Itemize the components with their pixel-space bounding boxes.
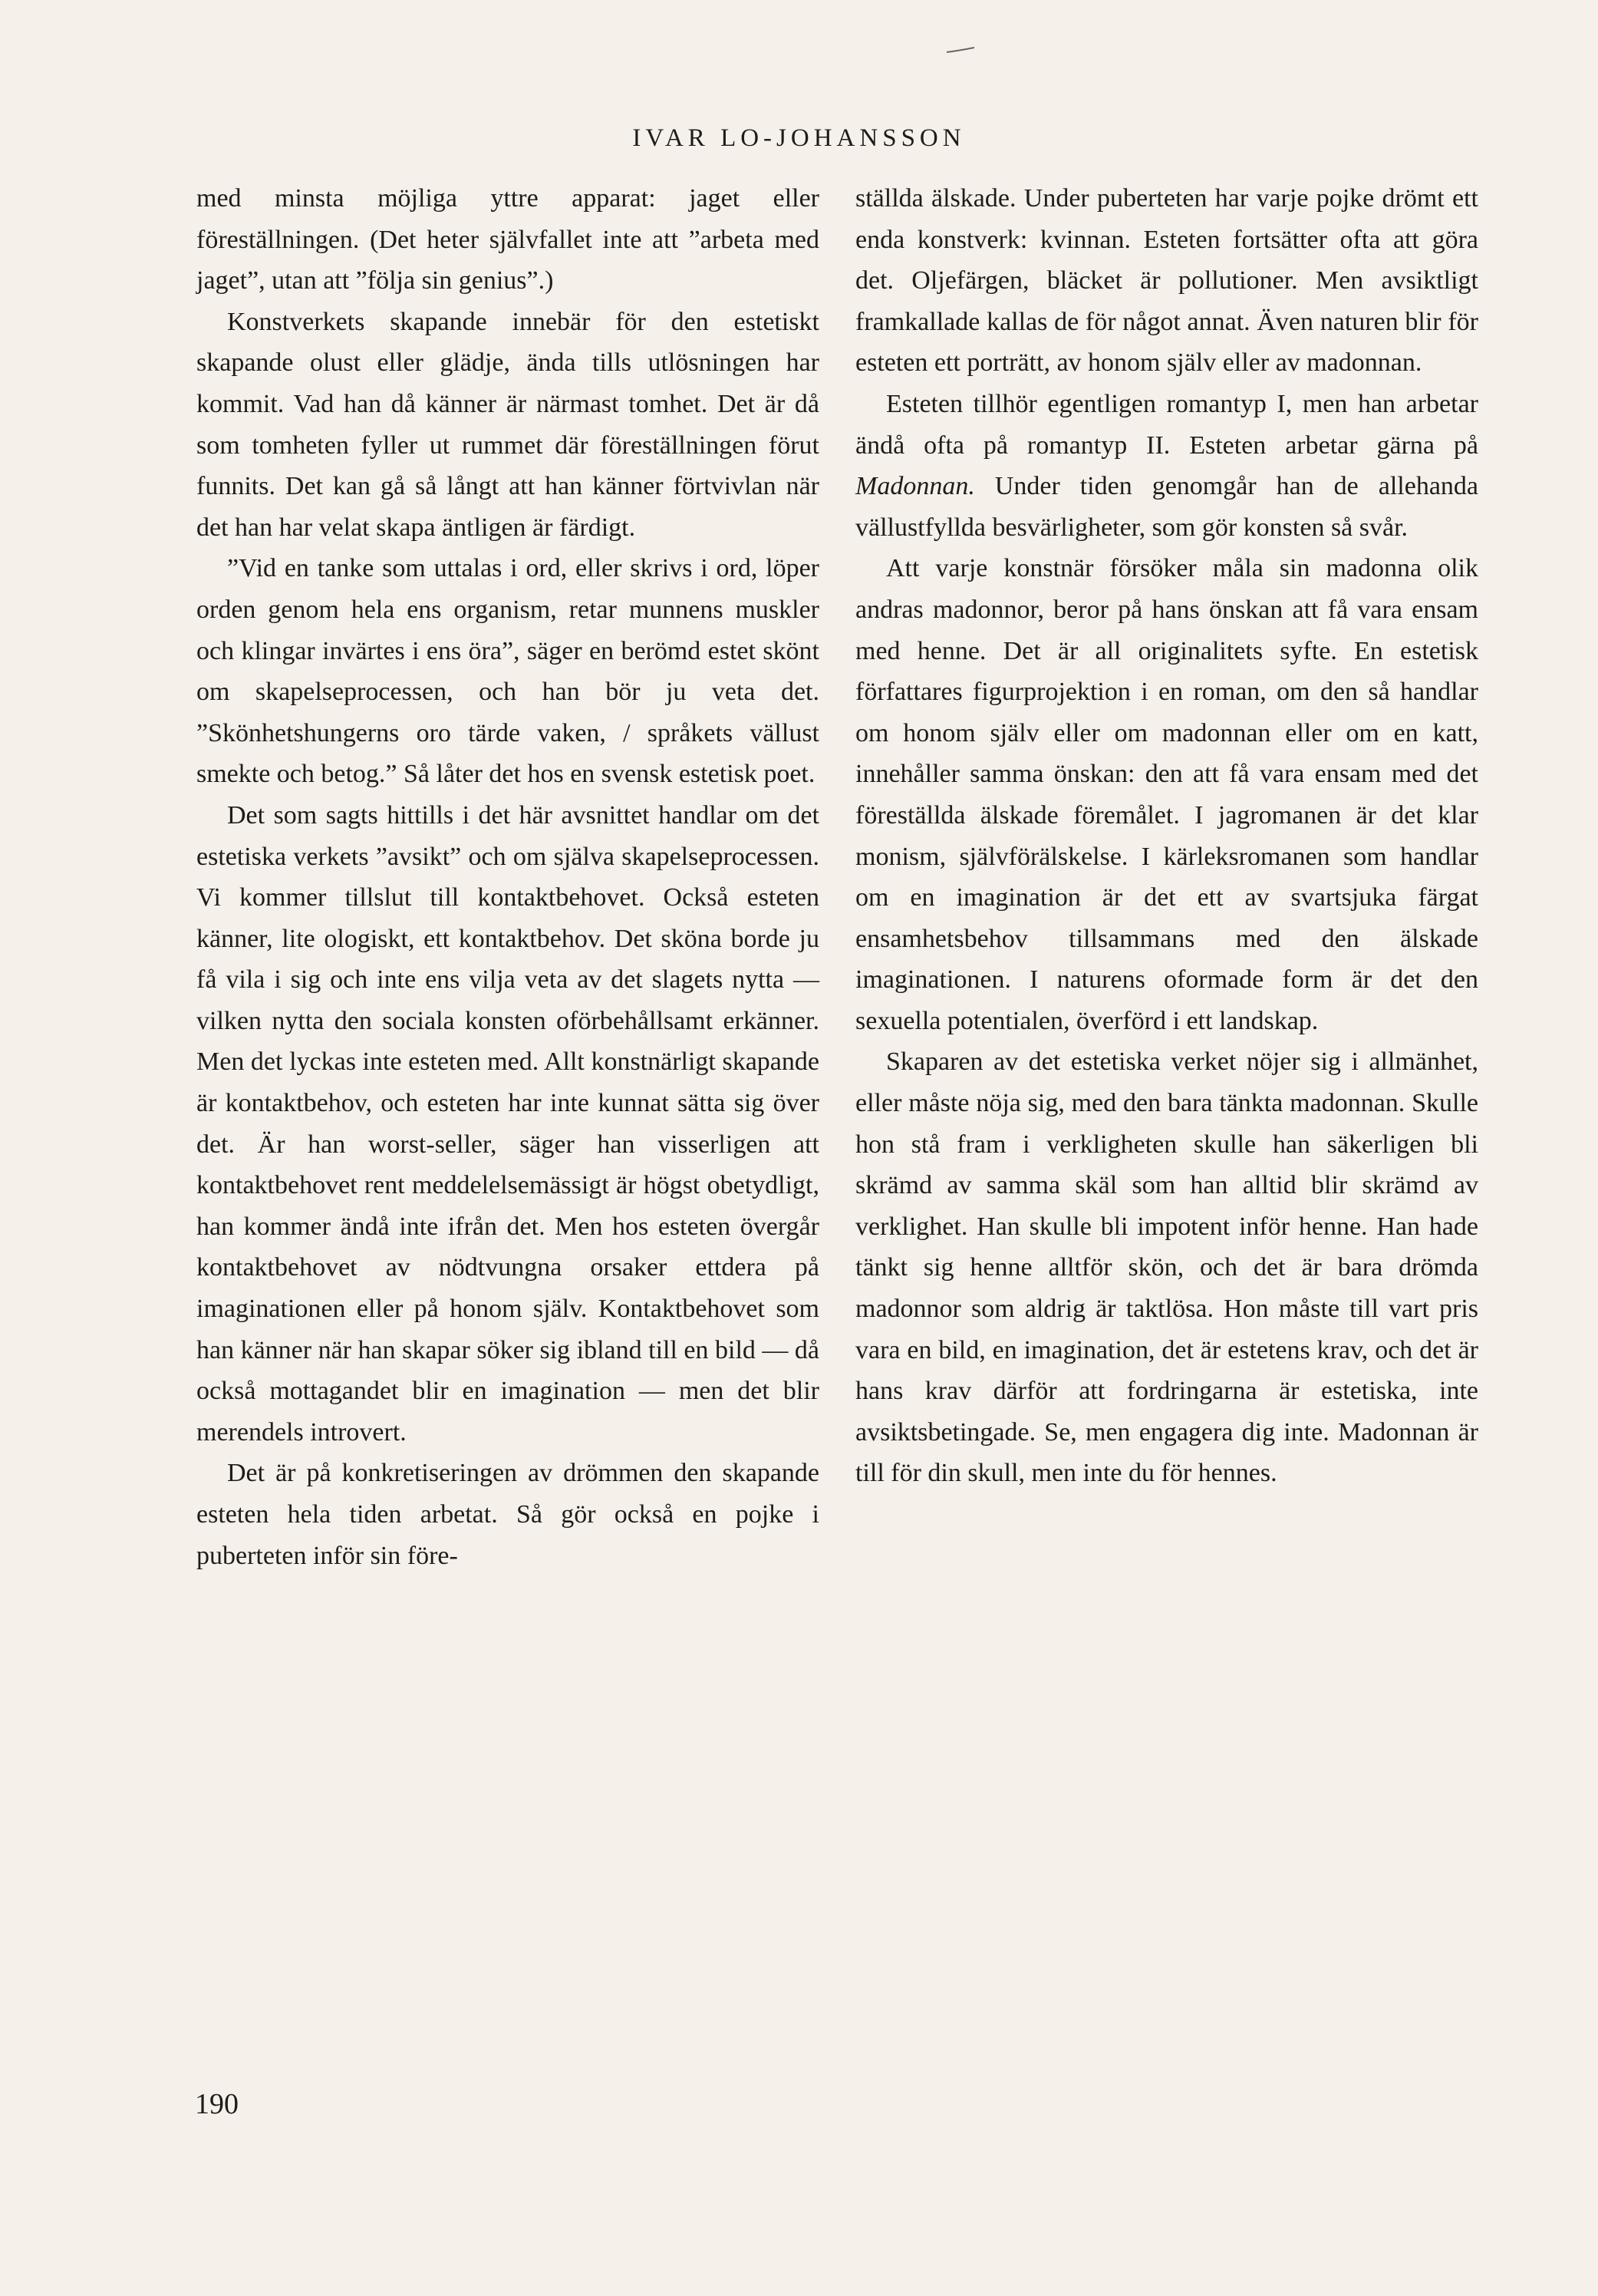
running-head: IVAR LO-JOHANSSON [632,124,966,152]
paragraph: Konstverkets skapande innebär för den estetiskt skapande olust eller glädje, ända tills utlösningen har kommit. Vad han då känner är närmast tomhet. Det är då som tomheten fyller ut rummet där föreställningen förut funnits. Det kan gå så långt att han känner förtvivlan när det han har velat skapa äntligen är färdigt. [196,307,819,542]
right-column [855,178,1478,1494]
paragraph: Det är på konkretiseringen av drömmen den skapande esteten hela tiden arbetat. Så gör också en pojke i puberteten inför sin före- [196,1459,819,1570]
text-run: Under tiden genomgår han de allehanda vällustfyllda besvärligheter, som gör konsten så svår. [855,472,1478,542]
italic-title: Madonnan. [855,472,975,501]
paragraph [855,1041,1478,1494]
paragraph [855,384,1478,548]
paragraph [855,178,1478,384]
left-column [196,178,819,1576]
text-run: Skaparen av det estetiska verket nöjer sig i allmänhet, eller måste nöja sig, med den bara tänkta madonnan. Skulle hon stå fram i verkligheten skulle han säkerligen bli skrämd av samma skäl som han alltid blir skrämd av verklighet. Han skulle bli impotent inför henne. Han hade tänkt sig henne alltför skön, och det är bara drömda madonnor som aldrig är taktlösa. Hon måste till vart pris vara en bild, en imagination, det är estetens krav, och det är hans krav därför att fordringarna är estetiska, inte avsiktsbetingade. Se, men engagera dig inte. Madonnan är till för din skull, men inte du för hennes. [855,1047,1478,1488]
text-run: Esteten tillhör egentligen romantyp I, men han arbetar ändå ofta på romantyp II. Esteten arbetar gärna på [855,389,1478,460]
ink-mark [945,46,976,54]
paragraph: ”Vid en tanke som uttalas i ord, eller skrivs i ord, löper orden genom hela ens organism, retar munnens muskler och klingar invärtes i ens öra”, säger en berömd estet skönt om skapelseprocessen, och han bör ju veta det. ”Skönhetshungerns oro tärde vaken, / språkets vällust smekte och betog.” Så låter det hos en svensk estetisk poet. [196,554,819,789]
text-run: Att varje konstnär försöker måla sin madonna olik andras madonnor, beror på hans önskan att få vara ensam med henne. Det är all originalitets syfte. En estetisk författares figurprojektion i en roman, om den så handlar om honom själv eller om madonnan eller om en katt, innehåller samma önskan: den att få vara ensam med det föreställda älskade föremålet. I jagromanen är det klar monism, självförälskelse. I kärleksromanen som handlar om en imagination är det ett av svartsjuka färgat ensamhetsbehov tillsammans med den älskade imaginationen. I naturens oformade form är det den sexuella potentialen, överförd i ett landskap. [855,554,1478,1035]
paragraph: med minsta möjliga yttre apparat: jaget eller föreställningen. (Det heter självfallet inte att ”arbeta med jaget”, utan att ”följa sin genius”.) [196,184,819,295]
text-run: ställda älskade. Under puberteten har varje pojke drömt ett enda konstverk: kvinnan. Esteten fortsätter ofta att göra det. Oljefärgen, bläcket är pollutioner. Men avsiktligt framkallade kallas de för något annat. Även naturen blir för esteten ett porträtt, av honom själv eller av madonnan. [855,184,1478,378]
paragraph: Det som sagts hittills i det här avsnittet handlar om det estetiska verkets ”avsikt” och om själva skapelseprocessen. Vi kommer tillslut till kontaktbehovet. Också esteten känner, lite ologiskt, ett kontaktbehov. Det sköna borde ju få vila i sig och inte ens vilja veta av det slagets nytta — vilken nytta den sociala konsten oförbehållsamt erkänner. Men det lyckas inte esteten med. Allt konstnärligt skapande är kontaktbehov, och esteten har inte kunnat sätta sig över det. Är han worst-seller, säger han visserligen att kontaktbehovet rent meddelelsemässigt är högst obetydligt, han kommer ändå inte ifrån det. Men hos esteten övergår kontaktbehovet av nödtvungna orsaker ettdera på imaginationen eller på honom själv. Kontaktbehovet som han känner när han skapar söker sig ibland till en bild — då också mottagandet blir en imagination — men det blir merendels introvert. [196,800,819,1447]
page-number: 190 [195,2088,239,2120]
paragraph [855,548,1478,1041]
